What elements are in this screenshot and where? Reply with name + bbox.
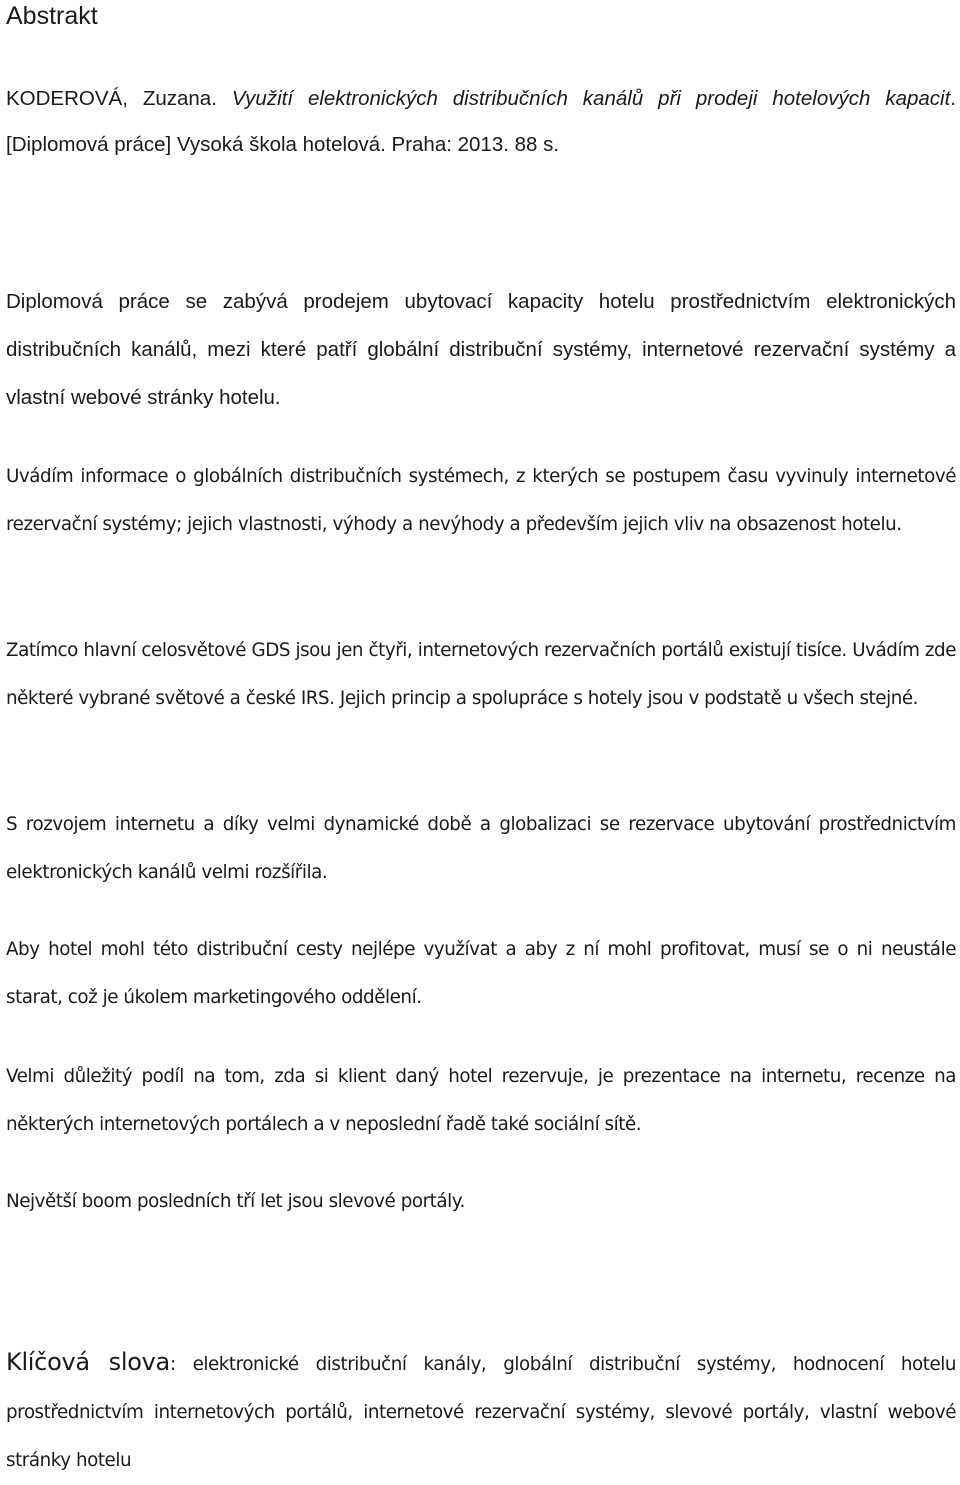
citation-details: . [Diplomová práce] Vysoká škola hotelová. Praha: 2013. 88 s. (6, 87, 956, 156)
citation-title: Využití elektronických distribučních kanálů při prodeji hotelových kapacit (231, 87, 951, 110)
paragraph-6: Velmi důležitý podíl na tom, zda si klient daný hotel rezervuje, je prezentace na internetu, recenze na některých internetových portálech a v neposlední řadě také sociální sítě. (6, 1066, 956, 1135)
page-title: Abstrakt (6, 2, 98, 30)
paragraph-2: Uvádím informace o globálních distribučních systémech, z kterých se postupem času vyvinuly internetové rezervační systémy; jejich vlastnosti, výhody a nevýhody a především jejich vliv na obsazenost hotelu. (6, 466, 956, 535)
keywords-text: : elektronické distribuční kanály, globální distribuční systémy, hodnocení hotelu prostřednictvím internetových portálů, internetové rezervační systémy, slevové portály, vlastní webové stránky hotelu (6, 1354, 957, 1471)
paragraph-7: Největší boom posledních tří let jsou slevové portály. (6, 1191, 465, 1212)
keywords (6, 1338, 956, 1485)
keywords-label: Klíčová slova (6, 1348, 170, 1376)
paragraph-4: S rozvojem internetu a díky velmi dynamické době a globalizaci se rezervace ubytování prostřednictvím elektronických kanálů velmi rozšířila. (6, 814, 956, 883)
paragraph-5: Aby hotel mohl této distribuční cesty nejlépe využívat a aby z ní mohl profitovat, musí se o ni neustále starat, což je úkolem marketingového oddělení. (6, 939, 956, 1008)
paragraph-3: Zatímco hlavní celosvětové GDS jsou jen čtyři, internetových rezervačních portálů existují tisíce. Uvádím zde některé vybrané světové a české IRS. Jejich princip a spolupráce s hotely jsou v podstatě u všech stejné. (6, 640, 956, 709)
citation-author: KODEROVÁ, Zuzana. (6, 87, 217, 110)
paragraph-1: Diplomová práce se zabývá prodejem ubytovací kapacity hotelu prostřednictvím elektronických distribučních kanálů, mezi které patří globální distribuční systémy, internetové rezervační systémy a vlastní webové stránky hotelu. (6, 290, 956, 409)
citation (6, 76, 956, 168)
